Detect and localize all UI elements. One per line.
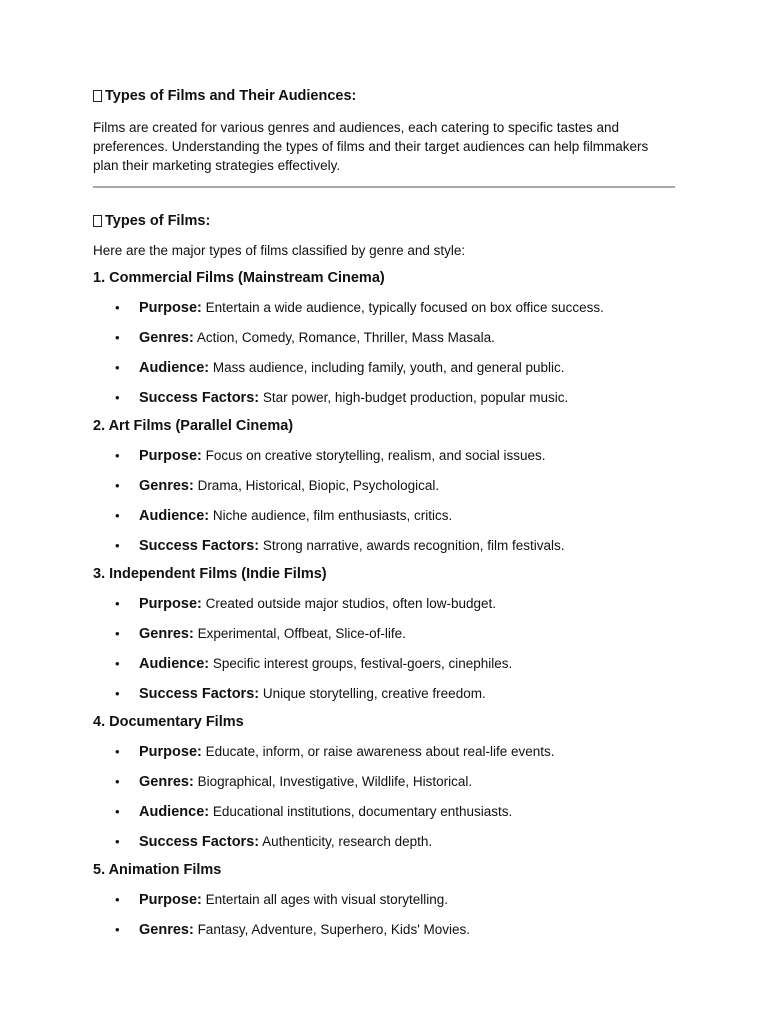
list-item [93, 920, 675, 940]
list-item [93, 832, 675, 852]
item-label: Audience: [139, 656, 210, 672]
bullet-icon: • [115, 892, 120, 907]
bullet-icon: • [115, 656, 120, 671]
horizontal-divider [93, 186, 675, 188]
bullet-list [93, 298, 675, 408]
item-text: Fantasy, Adventure, Superhero, Kids' Movies. [193, 922, 471, 937]
item-label: Genres: [139, 330, 194, 346]
section-title: 5. Animation Films [93, 862, 222, 878]
list-item [93, 654, 675, 674]
item-label: Audience: [139, 804, 210, 820]
item-text: Educational institutions, documentary enthusiasts. [209, 804, 513, 819]
item-text: Strong narrative, awards recognition, film festivals. [259, 538, 565, 553]
list-item [93, 624, 675, 644]
missing-glyph-icon [93, 90, 102, 102]
item-text: Biographical, Investigative, Wildlife, Historical. [193, 774, 473, 789]
bullet-icon: • [115, 686, 120, 701]
item-text: Star power, high-budget production, popular music. [259, 390, 569, 405]
bullet-icon: • [115, 330, 120, 345]
item-text: Created outside major studios, often low-budget. [201, 596, 497, 611]
item-label: Purpose: [139, 596, 202, 612]
item-label: Purpose: [139, 300, 202, 316]
list-item [93, 388, 675, 408]
item-text: Focus on creative storytelling, realism, and social issues. [201, 448, 546, 463]
types-heading-text: Types of Films: [105, 213, 211, 229]
item-label: Purpose: [139, 448, 202, 464]
list-item [93, 772, 675, 792]
item-label: Genres: [139, 922, 194, 938]
page-title-text: Types of Films and Their Audiences: [105, 88, 357, 104]
bullet-icon: • [115, 300, 120, 315]
bullet-icon: • [115, 626, 120, 641]
bullet-icon: • [115, 744, 120, 759]
bullet-icon: • [115, 508, 120, 523]
list-item [93, 328, 675, 348]
bullet-list [93, 594, 675, 704]
item-text: Educate, inform, or raise awareness about real-life events. [201, 744, 555, 759]
item-label: Audience: [139, 508, 210, 524]
missing-glyph-icon [93, 215, 102, 227]
item-text: Entertain all ages with visual storytelling. [201, 892, 448, 907]
bullet-icon: • [115, 774, 120, 789]
item-text: Experimental, Offbeat, Slice-of-life. [193, 626, 406, 641]
item-text: Action, Comedy, Romance, Thriller, Mass Masala. [193, 330, 495, 345]
section-title: 4. Documentary Films [93, 714, 244, 730]
section-title: 1. Commercial Films (Mainstream Cinema) [93, 270, 385, 286]
bullet-icon: • [115, 804, 120, 819]
item-label: Success Factors: [139, 834, 260, 850]
bullet-icon: • [115, 448, 120, 463]
list-item [93, 742, 675, 762]
bullet-list [93, 742, 675, 852]
item-label: Success Factors: [139, 686, 260, 702]
item-label: Genres: [139, 478, 194, 494]
intro-paragraph: Films are created for various genres and audiences, each catering to specific tastes and preferences. Understanding the types of films and their target audiences can help filmmakers plan their marketing strategies effectively. [93, 120, 649, 173]
item-label: Success Factors: [139, 390, 260, 406]
list-item [93, 476, 675, 496]
bullet-list [93, 446, 675, 556]
list-item [93, 802, 675, 822]
item-label: Genres: [139, 774, 194, 790]
film-types-list [93, 268, 675, 940]
document-page [93, 86, 675, 940]
bullet-icon: • [115, 538, 120, 553]
item-text: Entertain a wide audience, typically focused on box office success. [201, 300, 604, 315]
item-text: Drama, Historical, Biopic, Psychological. [193, 478, 440, 493]
item-text: Mass audience, including family, youth, and general public. [209, 360, 565, 375]
item-label: Purpose: [139, 892, 202, 908]
bullet-icon: • [115, 360, 120, 375]
list-item [93, 536, 675, 556]
section-title: 3. Independent Films (Indie Films) [93, 566, 327, 582]
item-text: Unique storytelling, creative freedom. [259, 686, 486, 701]
types-heading [93, 211, 675, 231]
page-title [93, 86, 675, 106]
list-item [93, 890, 675, 910]
item-text: Authenticity, research depth. [259, 834, 433, 849]
list-item [93, 298, 675, 318]
bullet-icon: • [115, 478, 120, 493]
item-text: Specific interest groups, festival-goers, cinephiles. [209, 656, 513, 671]
list-item [93, 506, 675, 526]
list-item [93, 446, 675, 466]
item-text: Niche audience, film enthusiasts, critics. [209, 508, 453, 523]
bullet-icon: • [115, 596, 120, 611]
list-item [93, 684, 675, 704]
item-label: Success Factors: [139, 538, 260, 554]
types-lead-paragraph: Here are the major types of films classified by genre and style: [93, 243, 466, 258]
bullet-icon: • [115, 834, 120, 849]
item-label: Genres: [139, 626, 194, 642]
bullet-list [93, 890, 675, 940]
section-title: 2. Art Films (Parallel Cinema) [93, 418, 294, 434]
item-label: Purpose: [139, 744, 202, 760]
list-item [93, 358, 675, 378]
bullet-icon: • [115, 922, 120, 937]
item-label: Audience: [139, 360, 210, 376]
bullet-icon: • [115, 390, 120, 405]
list-item [93, 594, 675, 614]
